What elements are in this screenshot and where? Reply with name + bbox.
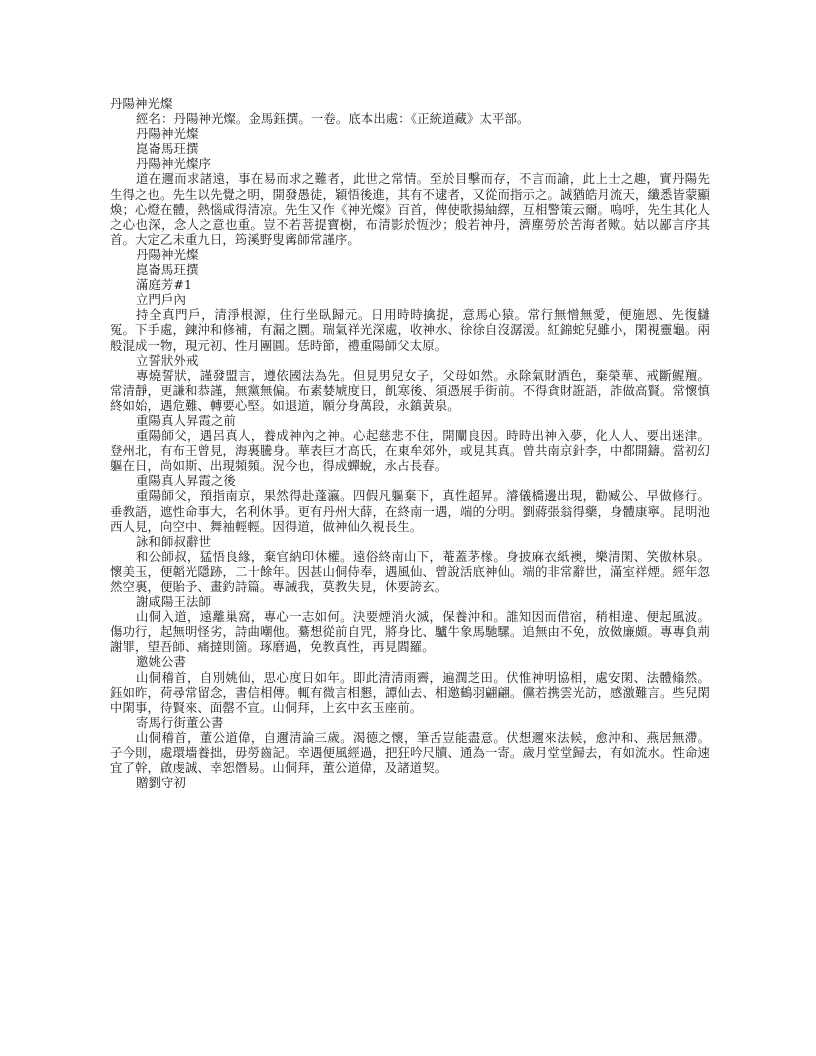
document-content: [110, 96, 710, 790]
section-body: 山侗稽首，自別姚仙，思心度日如年。即此清清雨霽，遍潤芝田。伏惟神明協相，處安閑、法體翛然。鈺如昨，荷尋常留念，書信相傳。輒有微言相懇，譚仙去、相邀鶴羽翩翩。儻若携雲光訪，感激難言。些兒閑中閑事，待賢來、面罄不宣。山侗拜，上玄中玄玉座前。: [110, 669, 710, 715]
front-author: 崑崙馬玨撰: [136, 141, 199, 157]
body-title: 丹陽神光燦: [136, 246, 199, 262]
section-heading: 詠和師叔辭世: [136, 533, 211, 549]
section-heading: 立誓狀外戒: [136, 352, 199, 368]
section-heading: 謝咸陽王法師: [136, 594, 211, 610]
tune-title: 滿庭芳#1: [136, 277, 192, 293]
section-body: 重陽師父，遇呂真人，養成神內之神。心起慈悲不住，開闡良因。時時出神入夢，化人人、要出迷津。登州北，有布王曾見，海裏騰身。華表巨才高氏，在東牟郊外，或見其真。曾共南京針李，中都開鑄。當初幻軀在日，尚如斯、出現頻頻。況今也，得成蟬蛻，永占長春。: [110, 428, 710, 474]
section-body: 山侗入道，遠離巢窩，專心一志如何。決要煙消火滅，保養沖和。誰知因而借宿，稍相違、便起風波。傷功行，起無明怪劣，詩曲嘲他。驀想從前自咒，將身比、驢牛象馬馳騾。追無由不免，放傚廉頗。專專負荊謝罪，望吾師、痛撻則箇。琢磨過，免教真性，再見閻羅。: [110, 609, 710, 655]
section-heading: 立門戶內: [136, 292, 186, 308]
section-body: 專燒誓狀，謹發盟言，遵依國法為先。但見男兒女子，父母如然。永除氣財酒色，棄榮華、戒斷鯹羶。常清靜，更謙和恭謹，無黨無偏。布素婪虓度日，飢寒後、須憑展手街前。不得貪財誑語，詐做高賢。常懷慎終如始，遇危難、轉要心堅。如退道，願分身萬段，永鎮黃泉。: [110, 367, 710, 413]
preface-body: 道在邇而求諸遠，事在易而求之難者，此世之常情。至於目擊而存，不言而諭，此上士之趣，實丹陽先生得之也。先生以先覺之明，開發愚徒，穎悟後進，其有不逮者，又從而指示之。誠猶皓月流天，纖悉皆蒙顯煥；心燈在體，熱惱咸得清凉。先生又作《神光燦》百首，俾使歌揚紬繹，互相警策云爾。嗚呼，先生其化人之心也深，念人之意也重。豈不若菩提寶樹，布清影於恆沙；般若神丹，濟塵勞於苦海者歟。姑以鄙言序其首。大定乙未重九日，筠溪野叟寗師常謹序。: [110, 171, 710, 247]
section-heading: 贈劉守初: [136, 775, 186, 791]
section-heading: 邀姚公書: [136, 654, 186, 670]
document-title: 丹陽神光燦: [110, 96, 173, 111]
section-body: 持全真門戶，清淨根源，住行坐臥歸元。日用時時擒捉，意馬心猿。常行無憎無愛，便施恩、先復讎冤。下手處，鍊沖和修補，有漏之圜。瑞氣祥光深處，收神水、徐徐自沒潺湲。紅錦蛇兒雖小，閑視靈龜。兩般混成一物，現元初、性月團圓。恁時節，禮重陽師父太原。: [110, 307, 710, 353]
preface-title: 丹陽神光燦序: [136, 156, 211, 172]
section-heading: 重陽真人昇霞之後: [136, 473, 236, 489]
section-body: 山侗稽首，董公道偉，自邇清論三歲。渴德之懷，筆舌豈能盡意。伏想邇來法候，愈沖和、燕居無滯。子今則，處環墻養拙，毋勞齒記。幸遇便風經過，把狂吟尺牘、通為一寄。歲月堂堂歸去，有如流水。性命速宜了幹，啟虔誠、幸恕僭易。山侗拜，董公道偉，及諸道契。: [110, 729, 710, 776]
section-body: 重陽師父，預指南京，果然得赴蓬瀛。四假凡軀棄下，真性超昇。濬儀橋邊出現，勸臧公、早做修行。垂教語，遮性命事大，名利休爭。更有丹州大薛，在終南一遇，端的分明。劉蔣張翁得藥，身體康寧。昆明池西人見，向空中、舞袖輕輕。因得道，做神仙久視長生。: [110, 488, 710, 534]
sections-container: [110, 292, 710, 790]
section-heading: 重陽真人昇霞之前: [136, 412, 236, 428]
section-heading: 寄馬行街董公書: [136, 714, 224, 730]
section-body: 和公師叔，猛悟良緣，棄官納印休權。遠俗終南山下，菴蓋茅椽。身披麻衣紙襖，樂清閑、笑傲林泉。懷美玉，便韜光隱跡，二十餘年。因甚山侗侍奉，遇風仙、曾說活底神仙。端的非常辭世，滿室祥煙。經年忽然空裏，便貽予、畫釣詩篇。專誡我，莫教失見，休要誇玄。: [110, 548, 710, 594]
front-title: 丹陽神光燦: [136, 126, 199, 142]
body-author: 崑崙馬玨撰: [136, 262, 199, 278]
colophon-line: 經名：丹陽神光燦。金馬鈺撰。一卷。底本出處：《正統道藏》太平部。: [136, 111, 530, 127]
